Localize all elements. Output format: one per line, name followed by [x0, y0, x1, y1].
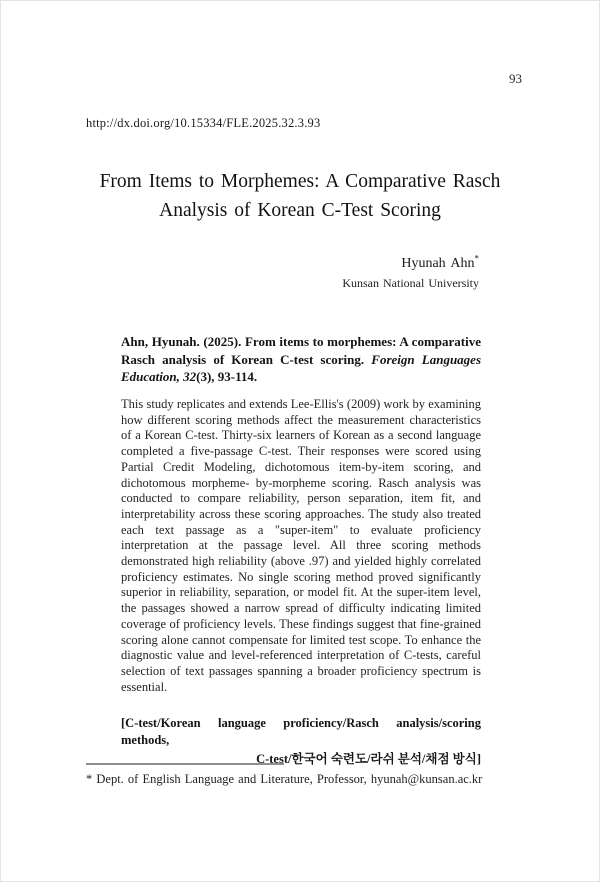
footnote-text: Dept. of English Language and Literature, Professor, hyunah@kunsan.ac.kr: [92, 772, 483, 786]
citation-block: [121, 333, 481, 386]
citation-text: Ahn, Hyunah. (2025). From items to morphemes: A comparative Rasch analysis of Korean C-test scoring.: [121, 334, 481, 367]
footnote-marker: *: [86, 772, 93, 786]
page-number: 93: [509, 71, 522, 86]
footnote: [86, 772, 526, 787]
abstract-text: This study replicates and extends Lee-Ellis's (2009) work by examining how different scoring methods affect the measurement characteristics of a Korean C-test. Thirty-six learners of Korean as a second language completed a five-passage C-test. Their responses were scored using Partial Credit Modeling, dichotomous item-by-item scoring, and dichotomous morpheme- by-morpheme scoring. Rasch analysis was conducted to compare reliability, person separation, item fit, and interpretability across these scoring approaches. The study also treated each text passage as a "super-item" to evaluate proficiency interpretation at the passage level. All three scoring methods demonstrated high reliability (above .97) and yielded highly correlated proficiency estimates. No single scoring method proved significantly superior in reliability, separation, or model fit. At the super-item level, the passages showed a narrow spread of difficulty indicating limited coverage of proficiency levels. These findings suggest that fine-grained scoring alone cannot compensate for limited test scope. To enhance the diagnostic value and level-referenced interpretation of C-tests, careful selection of text passages spanning a broader proficiency spectrum is essential.: [121, 397, 481, 694]
author-footnote-marker: *: [474, 253, 479, 264]
doi-text: http://dx.doi.org/10.15334/FLE.2025.32.3.93: [86, 116, 321, 130]
paper-title-line-2: Analysis of Korean C-Test Scoring: [159, 199, 441, 221]
author-name-text: Hyunah Ahn: [401, 256, 475, 271]
paper-title-line-1: From Items to Morphemes: A Comparative Rasch: [99, 171, 501, 192]
paper-title: [61, 168, 539, 225]
keywords-line-1: [C-test/Korean language proficiency/Rasch analysis/scoring methods,: [121, 716, 481, 747]
citation-journal-name: Foreign Languages Education, 32: [121, 351, 482, 384]
author-block: [342, 253, 479, 291]
author-name: [342, 253, 479, 272]
keywords-block: [121, 715, 481, 768]
keywords-line-2: C-test/한국어 숙련도/라쉬 분석/채점 방식]: [256, 752, 481, 766]
citation-pages: (3), 93-114.: [196, 369, 258, 384]
footnote-divider: [86, 763, 284, 765]
author-affiliation: Kunsan National University: [342, 276, 479, 290]
